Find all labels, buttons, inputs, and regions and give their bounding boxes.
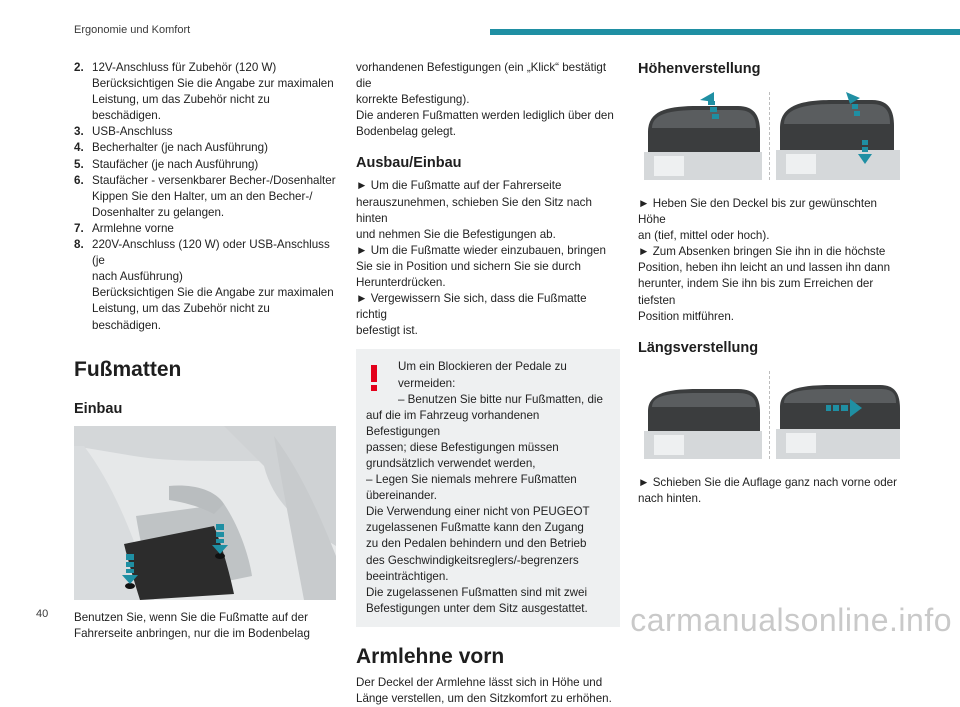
list-item: 5. Staufächer (je nach Ausführung): [74, 157, 259, 171]
subsection-title-ausbau-einbau: Ausbau/Einbau: [356, 155, 462, 172]
step-paragraph: ► Um die Fußmatte auf der Fahrerseite herauszunehmen, schieben Sie den Sitz nach hinten und nehmen Sie die Befestigungen ab.: [356, 179, 592, 241]
list-item: 8. 220V-Anschluss (120 W) oder USB-Anschluss (je nach Ausführung) Berücksichtigen Sie die Angabe zur maximalen Leistung, um das Zubehör nicht zu beschädigen.: [74, 238, 334, 332]
section-paragraph: Der Deckel der Armlehne lässt sich in Höhe und Länge verstellen, um den Sitzkomfort zu erhöhen.: [356, 675, 612, 705]
step-paragraph: ► Heben Sie den Deckel bis zur gewünschten Höhe an (tief, mittel oder hoch).: [638, 197, 877, 243]
watermark: carmanualsonline.info: [630, 602, 952, 638]
list-item: 4. Becherhalter (je nach Ausführung): [74, 141, 268, 155]
warning-box: Um ein Blockieren der Pedale zu vermeiden: – Benutzen Sie bitte nur Fußmatten, die auf die im Fahrzeug vorhandenen Befestigungen passen; diese Befestigungen müssen grundsätzlich verwendet werden, – Legen Sie niemals mehrere Fußmatten übereinander. Die Verwendung einer nicht von PEUGEOT zugelassenen Fußmatte kann den Zugang zu den Pedalen behindern und den Betrieb des Geschwindigkeitsreglers/-begrenzers beeinträchtigen. Die zugelassenen Fußmatten sind mit zwei Befestigungen unter dem Sitz ausgestattet.: [356, 349, 620, 627]
numbered-list: [74, 60, 336, 334]
header-accent-bar: [490, 29, 960, 35]
step-paragraph: ► Zum Absenken bringen Sie ihn in die höchste Position, heben ihn leicht an und lassen ihn dann herunter, indem Sie ihn bis zum Erreichen der tiefsten Position mitführen.: [638, 245, 891, 323]
intro-paragraph: vorhandenen Befestigungen (ein „Klick“ bestätigt die korrekte Befestigung). Die anderen Fußmatten werden lediglich über den Bodenbelag gelegt.: [356, 61, 614, 139]
floor-mat-illustration: [74, 426, 336, 600]
armrest-rear-image: [638, 371, 762, 459]
section-title-armlehne-vorn: Armlehne vorn: [356, 644, 505, 668]
subsection-title-laengsverstellung: Längsverstellung: [638, 339, 759, 356]
armrest-height-illustration: [638, 92, 900, 180]
step-paragraph: ► Vergewissern Sie sich, dass die Fußmatte richtig befestigt ist.: [356, 292, 587, 338]
armrest-slide-image: [776, 371, 900, 459]
list-item: 2. 12V-Anschluss für Zubehör (120 W) Berücksichtigen Sie die Angabe zur maximalen Leistung, um das Zubehör nicht zu beschädigen.: [74, 61, 334, 123]
subsection-title-hoehenverstellung: Höhenverstellung: [638, 61, 761, 77]
warning-exclamation-icon: [368, 365, 380, 391]
column-left: [74, 60, 336, 642]
step-paragraph: ► Schieben Sie die Auflage ganz nach vorne oder nach hinten.: [638, 475, 897, 505]
list-item: 6. Staufächer - versenkbarer Becher-/Dosenhalter Kippen Sie den Halter, um an den Becher-/ Dosenhalter zu gelangen.: [74, 173, 336, 219]
section-title-fussmatten: Fußmatten: [74, 357, 182, 381]
armrest-length-illustration: [638, 371, 900, 459]
step-paragraph: ► Um die Fußmatte wieder einzubauen, bringen Sie sie in Position und sichern Sie sie durch Herunterdrücken.: [356, 243, 606, 290]
list-item: 3. USB-Anschluss: [74, 125, 173, 139]
image-divider: [769, 371, 770, 459]
list-item: 7. Armlehne vorne: [74, 221, 174, 235]
column-middle: [356, 60, 620, 707]
subsection-title-einbau: Einbau: [74, 400, 123, 417]
armrest-lift-image: [638, 92, 762, 180]
column-right: [638, 60, 900, 507]
figure-caption: Benutzen Sie, wenn Sie die Fußmatte auf der Fahrerseite anbringen, nur die im Bodenbelag: [74, 610, 310, 640]
armrest-lower-image: [776, 92, 900, 180]
page-number: 40: [36, 608, 49, 620]
image-divider: [769, 92, 770, 180]
running-header: Ergonomie und Komfort: [74, 24, 191, 36]
